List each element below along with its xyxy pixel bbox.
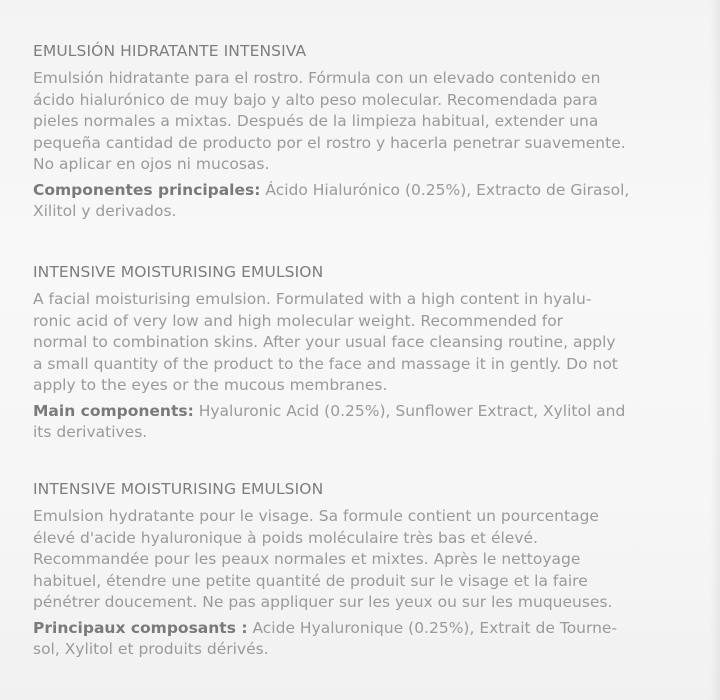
components-line	[33, 401, 688, 423]
section-heading: INTENSIVE MOISTURISING EMULSION	[33, 480, 324, 498]
components-label: Main components:	[33, 401, 194, 420]
section-description	[33, 289, 688, 397]
description-line: A facial moisturising emulsion. Formulated with a high content in hyalu-	[33, 290, 592, 308]
components-text: Ácido Hialurónico (0.25%), Extracto de Girasol,	[260, 180, 630, 199]
description-line: a small quantity of the product to the face and massage it in gently. Do not	[33, 354, 618, 373]
components-text: Hyaluronic Acid (0.25%), Sunflower Extract, Xylitol and	[193, 401, 626, 420]
section-heading: EMULSIÓN HIDRATANTE INTENSIVA	[33, 42, 307, 60]
description-line: ronic acid of very low and high molecular weight. Recommended for	[33, 311, 564, 330]
description-line: pieles normales a mixtas. Después de la limpieza habitual, extender una	[33, 112, 599, 130]
section-spanish	[33, 40, 688, 223]
section-french	[33, 478, 688, 661]
section-description	[33, 506, 688, 614]
description-line: élevé d'acide hyaluronique à poids moléculaire très bas et élevé.	[33, 528, 538, 547]
description-line: No aplicar en ojos ni mucosas.	[33, 155, 270, 173]
components-line	[33, 618, 688, 640]
components-line	[33, 180, 688, 202]
description-line: Emulsion hydratante pour le visage. Sa formule contient un pourcentage	[33, 507, 599, 525]
description-line: Recommandée pour les peaux normales et mixtes. Après le nettoyage	[33, 550, 581, 568]
description-line: normal to combination skins. After your usual face cleansing routine, apply	[33, 333, 616, 351]
components-block	[33, 618, 688, 661]
description-line: Emulsión hidratante para el rostro. Fórmula con un elevado contenido en	[33, 69, 601, 87]
components-line: Xilitol y derivados.	[33, 202, 177, 220]
components-line: its derivatives.	[33, 423, 148, 441]
description-line: pequeña cantidad de producto por el rostro y hacerla penetrar suavemente.	[33, 133, 626, 152]
components-line: sol, Xylitol et produits dérivés.	[33, 640, 269, 658]
package-edge-shadow	[710, 0, 720, 700]
description-line: apply to the eyes or the mucous membranes.	[33, 376, 388, 394]
section-heading: INTENSIVE MOISTURISING EMULSION	[33, 263, 324, 281]
description-line: habituel, étendre une petite quantité de produit sur le visage et la faire	[33, 571, 588, 590]
description-line: ácido hialurónico de muy bajo y alto peso molecular. Recomendada para	[33, 90, 598, 109]
description-line: pénétrer doucement. Ne pas appliquer sur les yeux ou sur les muqueuses.	[33, 593, 613, 611]
components-block	[33, 180, 688, 223]
components-label: Principaux composants :	[33, 618, 248, 637]
components-text: Acide Hyaluronique (0.25%), Extrait de Tourne-	[247, 618, 618, 637]
section-english	[33, 261, 688, 444]
section-description	[33, 68, 688, 176]
components-label: Componentes principales:	[33, 180, 261, 199]
components-block	[33, 401, 688, 444]
